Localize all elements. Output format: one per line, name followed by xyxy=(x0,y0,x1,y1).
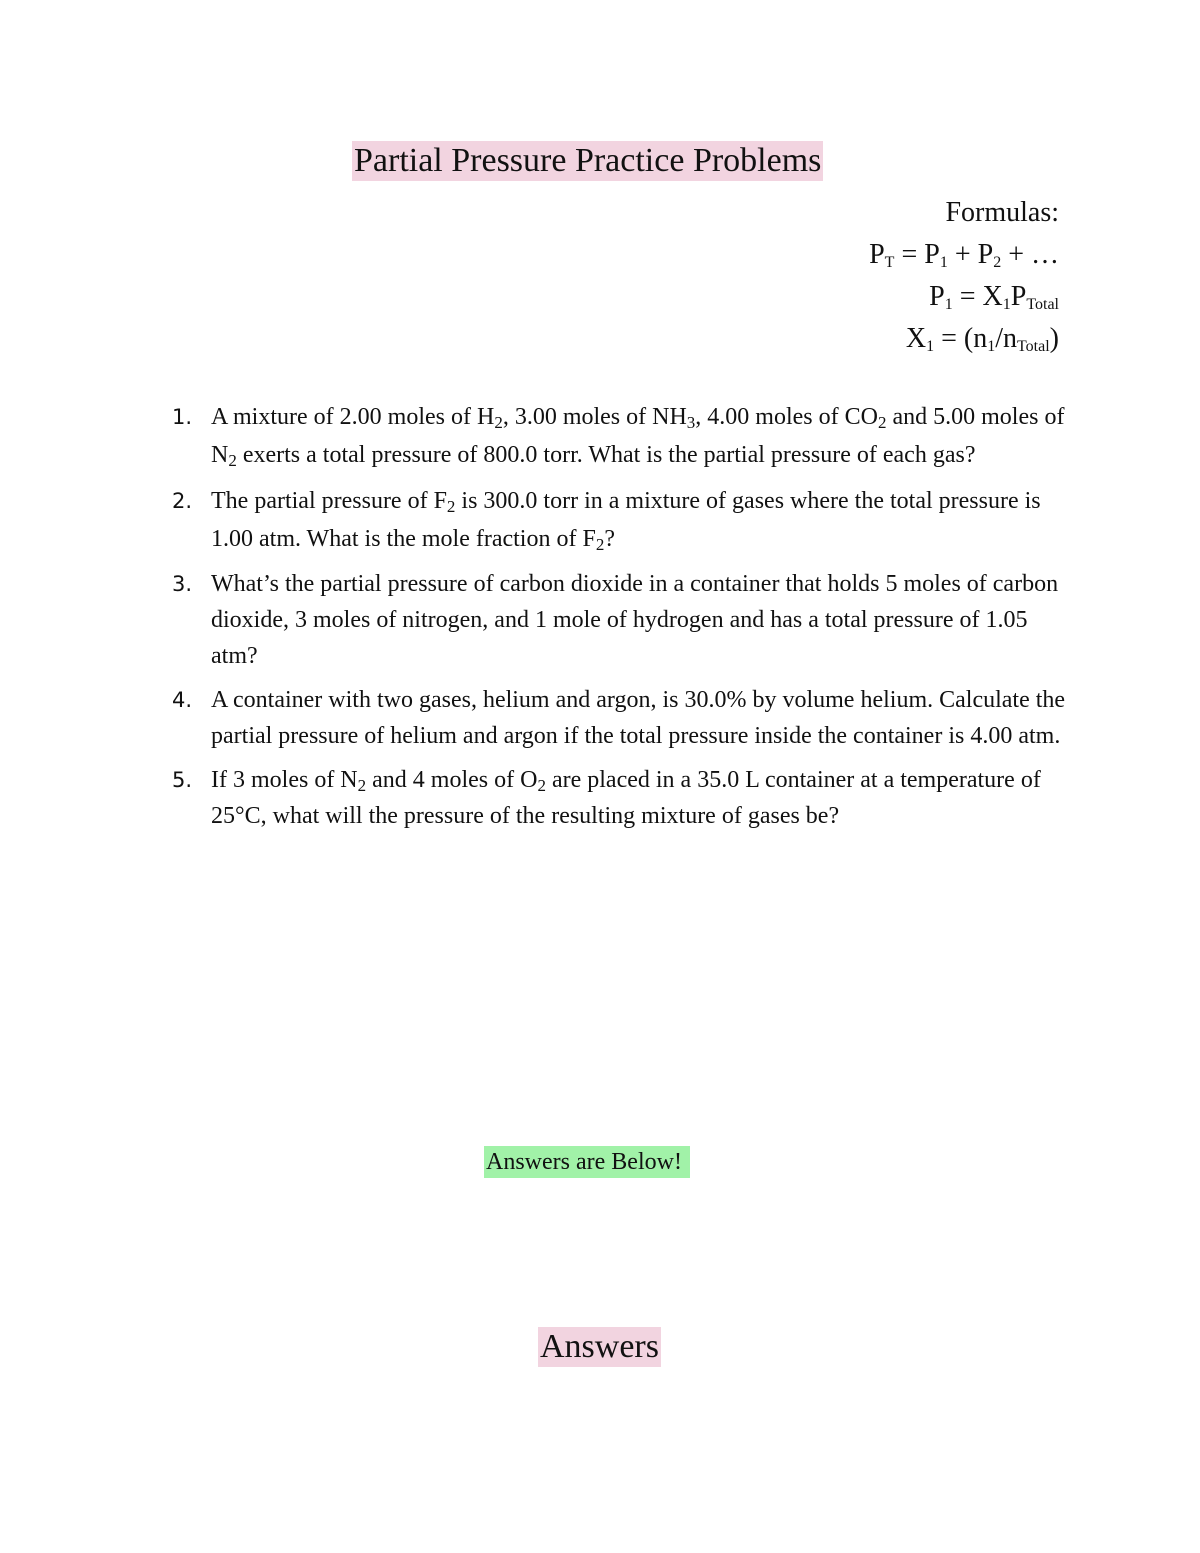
page-title: Partial Pressure Practice Problems xyxy=(354,142,822,179)
problem-text: A mixture of 2.00 moles of $H_2$, 3.00 moles of $NH_3$, 4.00 moles of $CO_2$ and 5.00 moles of $N_2$ exerts a total pressure of 800.0 torr. What is the partial pressure of each gas? xyxy=(211,404,1065,470)
problem-text: A container with two gases, helium and argon, is 30.0% by volume helium. Calculate the partial pressure of helium and argon if the total pressure inside the container is 4.00 atm. xyxy=(211,687,1066,749)
problem-list xyxy=(170,398,1070,842)
problem-text: What’s the partial pressure of carbon dioxide in a container that holds 5 moles of carbon dioxide, 3 moles of nitrogen, and 1 mole of hydrogen and has a total pressure of 1.05 atm? xyxy=(211,571,1059,669)
problem-number: 1. xyxy=(172,405,193,429)
problem-number: 5. xyxy=(172,768,193,792)
formula-total-pressure: $P_T = P_1 + P_2$ + … xyxy=(869,239,1059,271)
formulas-heading: Formulas: xyxy=(945,197,1059,228)
problem-item xyxy=(170,682,1070,754)
answers-heading: Answers xyxy=(540,1328,659,1365)
problem-text: If 3 moles of $N_2$ and 4 moles of $O_2$ are placed in a 35.0 L container at a temperature of 25°C, what will the pressure of the resulting mixture of gases be? xyxy=(211,767,1041,829)
formulas-block xyxy=(869,192,1059,360)
problem-text: The partial pressure of $F_2$ is 300.0 torr in a mixture of gases where the total pressure is 1.00 atm. What is the mole fraction of $F_2$? xyxy=(211,488,1041,554)
problem-number: 4. xyxy=(172,688,193,712)
problem-number: 3. xyxy=(172,572,193,596)
answers-below-note: Answers are Below! xyxy=(484,1146,690,1178)
formula-mole-fraction: $X_1 = (n_1/n_{Total})$ xyxy=(905,323,1059,355)
problem-item xyxy=(170,566,1070,674)
problem-item xyxy=(170,482,1070,558)
problem-item xyxy=(170,762,1070,834)
formula-partial-pressure: $P_1 = X_1P_{Total}$ xyxy=(929,281,1059,313)
problem-number: 2. xyxy=(172,489,193,513)
problem-item xyxy=(170,398,1070,474)
